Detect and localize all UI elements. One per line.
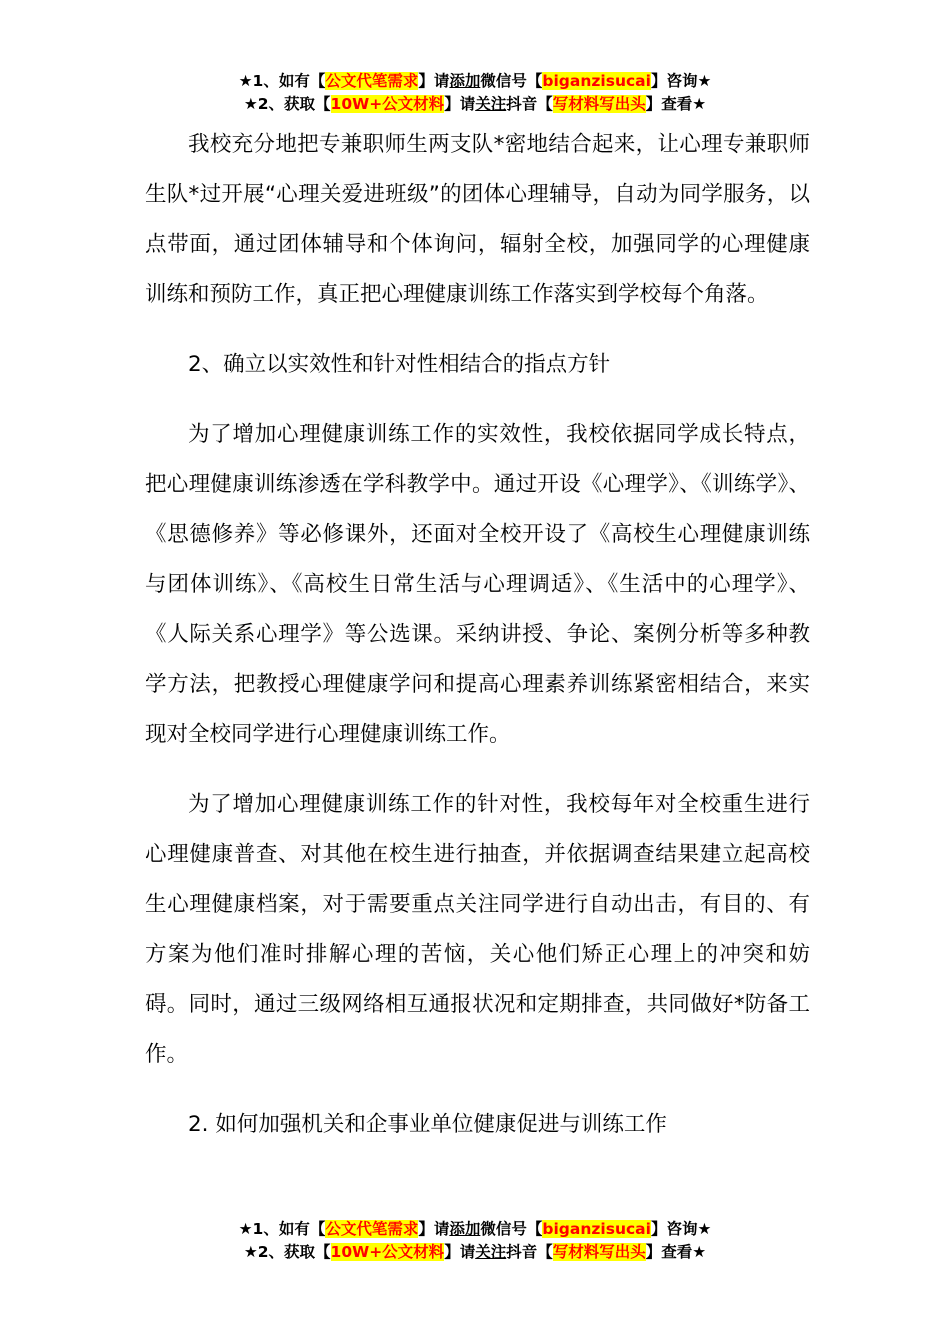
star-icon: ★ xyxy=(238,72,253,90)
highlight-materials: 10W+公文材料 xyxy=(330,1243,445,1261)
banner-line-1: ★1、如有【公文代笔需求】请添加微信号【biganzisucai】咨询★ xyxy=(238,1220,712,1238)
banner-line-1: ★1、如有【公文代笔需求】请添加微信号【biganzisucai】咨询★ xyxy=(238,72,712,90)
paragraph: 为了增加心理健康训练工作的实效性，我校依据同学成长特点，把心理健康训练渗透在学科教学中。通过开设《心理学》、《训练学》、《思德修养》等必修课外，还面对全校开设了《高校生心理健康训练与团体训练》、《高校生日常生活与心理调适》、《生活中的心理学》、《人际关系心理学》等公选课。采纳讲授、争论、案例分析等多种教学方法，把教授心理健康学问和提高心理素养训练紧密相结合，来实现对全校同学进行心理健康训练工作。 xyxy=(145,422,810,747)
highlight-douyin-account: 写材料写出头 xyxy=(552,1243,646,1261)
star-icon: ★ xyxy=(243,1243,258,1261)
star-icon: ★ xyxy=(243,95,258,113)
banner-line-2: ★2、获取【10W+公文材料】请关注抖音【写材料写出头】查看★ xyxy=(243,95,707,113)
highlight-service: 公文代笔需求 xyxy=(325,72,419,90)
section-heading: 2、确立以实效性和针对性相结合的指点方针 xyxy=(188,352,611,377)
highlight-douyin-account: 写材料写出头 xyxy=(552,95,646,113)
star-icon: ★ xyxy=(238,1220,253,1238)
top-banner xyxy=(0,70,950,116)
section-heading: 2. 如何加强机关和企事业单位健康促进与训练工作 xyxy=(188,1112,667,1137)
highlight-materials: 10W+公文材料 xyxy=(330,95,445,113)
highlight-service: 公文代笔需求 xyxy=(325,1220,419,1238)
paragraph: 为了增加心理健康训练工作的针对性，我校每年对全校重生进行心理健康普查、对其他在校生进行抽查，并依据调查结果建立起高校生心理健康档案，对于需要重点关注同学进行自动出击，有目的、有方案为他们准时排解心理的苦恼，关心他们矫正心理上的冲突和妨碍。同时，通过三级网络相互通报状况和定期排查，共同做好*防备工作。 xyxy=(145,792,810,1067)
highlight-wechat-id: biganzisucai xyxy=(542,1220,651,1238)
highlight-wechat-id: biganzisucai xyxy=(542,72,651,90)
bottom-banner xyxy=(0,1218,950,1264)
banner-line-2: ★2、获取【10W+公文材料】请关注抖音【写材料写出头】查看★ xyxy=(243,1243,707,1261)
paragraph: 我校充分地把专兼职师生两支队*密地结合起来，让心理专兼职师生队*过开展“心理关爱进班级”的团体心理辅导，自动为同学服务，以点带面，通过团体辅导和个体询问，辐射全校，加强同学的心理健康训练和预防工作，真正把心理健康训练工作落实到学校每个角落。 xyxy=(145,132,810,307)
document-body xyxy=(145,120,810,1170)
